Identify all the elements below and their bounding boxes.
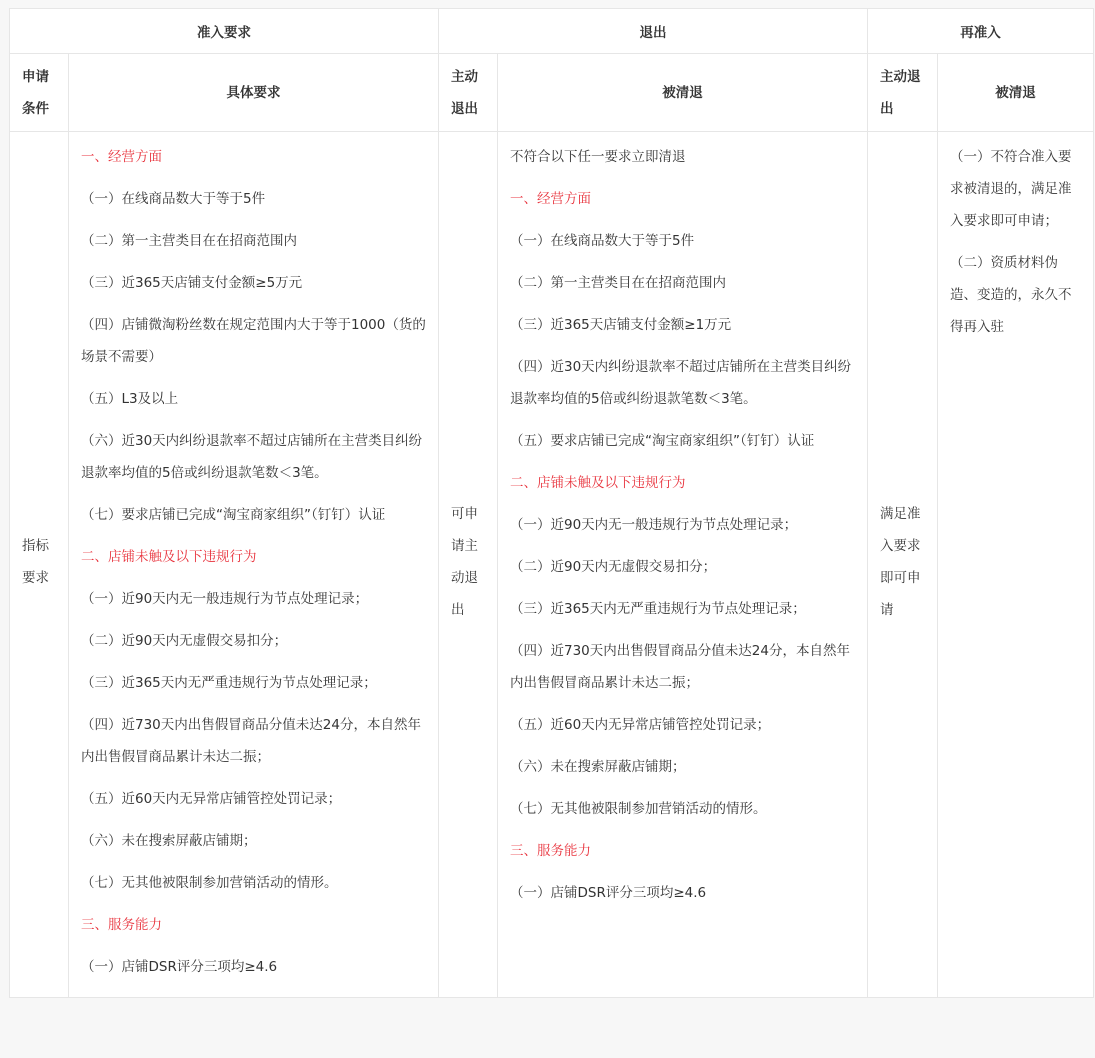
requirement-item: （二）近90天内无虚假交易扣分； bbox=[510, 559, 717, 575]
subheader-specific: 具体要求 bbox=[69, 54, 439, 132]
readmit-forced-cell bbox=[938, 132, 1094, 998]
requirement-item: （三）近365天内无严重违规行为节点处理记录； bbox=[81, 675, 377, 691]
section-heading: 一、经营方面 bbox=[510, 191, 591, 207]
requirement-item: （五）要求店铺已完成“淘宝商家组织”（钉钉）认证 bbox=[510, 433, 815, 449]
requirement-item: （七）无其他被限制参加营销活动的情形。 bbox=[81, 875, 338, 891]
requirement-item: （七）无其他被限制参加营销活动的情形。 bbox=[510, 801, 767, 817]
header-readmission: 再准入 bbox=[868, 9, 1094, 54]
section-heading: 二、店铺未触及以下违规行为 bbox=[81, 549, 257, 565]
voluntary-exit-cell bbox=[439, 132, 498, 998]
readmit-voluntary-text: 满足准入要求即可申请 bbox=[880, 506, 921, 618]
header-row bbox=[10, 9, 1094, 54]
requirement-item: （六）未在搜索屏蔽店铺期； bbox=[510, 759, 686, 775]
section-heading: 三、服务能力 bbox=[510, 843, 591, 859]
requirement-item: （二）资质材料伪造、变造的，永久不得再入驻 bbox=[950, 255, 1072, 335]
requirement-item: （四）近730天内出售假冒商品分值未达24分，本自然年内出售假冒商品累计未达二振； bbox=[81, 717, 421, 765]
forced-exit-cell bbox=[498, 132, 868, 998]
requirement-item: （二）近90天内无虚假交易扣分； bbox=[81, 633, 288, 649]
requirement-item: （五）近60天内无异常店铺管控处罚记录； bbox=[81, 791, 342, 807]
requirement-item: （一）不符合准入要求被清退的，满足准入要求即可申请； bbox=[950, 149, 1072, 229]
requirements-table bbox=[9, 8, 1094, 998]
requirement-item: 不符合以下任一要求立即清退 bbox=[510, 149, 686, 165]
subheader-forced-exit: 被清退 bbox=[498, 54, 868, 132]
subheader-voluntary-exit-readmit: 主动退出 bbox=[868, 54, 938, 132]
row-label: 指标要求 bbox=[22, 538, 49, 586]
requirement-item: （一）近90天内无一般违规行为节点处理记录； bbox=[81, 591, 369, 607]
requirement-item: （一）近90天内无一般违规行为节点处理记录； bbox=[510, 517, 798, 533]
body-row bbox=[10, 132, 1094, 998]
requirement-item: （一）在线商品数大于等于5件 bbox=[510, 233, 695, 249]
subheader-apply-conditions: 申请条件 bbox=[10, 54, 69, 132]
admission-cell bbox=[69, 132, 439, 998]
requirement-item: （五）近60天内无异常店铺管控处罚记录； bbox=[510, 717, 771, 733]
requirement-item: （一）店铺DSR评分三项均≥4.6 bbox=[510, 885, 707, 901]
section-heading: 三、服务能力 bbox=[81, 917, 162, 933]
subheader-forced-exit-readmit: 被清退 bbox=[938, 54, 1094, 132]
requirement-item: （四）店铺微淘粉丝数在规定范围内大于等于1000（货的场景不需要） bbox=[81, 317, 426, 365]
requirement-item: （三）近365天店铺支付金额≥5万元 bbox=[81, 275, 303, 291]
header-exit: 退出 bbox=[439, 9, 868, 54]
voluntary-exit-text: 可申请主动退出 bbox=[451, 506, 478, 618]
readmit-voluntary-cell bbox=[868, 132, 938, 998]
requirement-item: （六）近30天内纠纷退款率不超过店铺所在主营类目纠纷退款率均值的5倍或纠纷退款笔数＜3笔。 bbox=[81, 433, 423, 481]
requirement-item: （二）第一主营类目在在招商范围内 bbox=[510, 275, 726, 291]
subheader-voluntary-exit: 主动退出 bbox=[439, 54, 498, 132]
section-heading: 二、店铺未触及以下违规行为 bbox=[510, 475, 686, 491]
section-heading: 一、经营方面 bbox=[81, 149, 162, 165]
requirement-item: （五）L3及以上 bbox=[81, 391, 179, 407]
header-admission: 准入要求 bbox=[10, 9, 439, 54]
requirement-item: （三）近365天内无严重违规行为节点处理记录； bbox=[510, 601, 806, 617]
subheader-row bbox=[10, 54, 1094, 132]
requirement-item: （四）近730天内出售假冒商品分值未达24分，本自然年内出售假冒商品累计未达二振； bbox=[510, 643, 850, 691]
requirement-item: （七）要求店铺已完成“淘宝商家组织”（钉钉）认证 bbox=[81, 507, 386, 523]
row-label-cell bbox=[10, 132, 69, 998]
requirement-item: （二）第一主营类目在在招商范围内 bbox=[81, 233, 297, 249]
requirement-item: （一）店铺DSR评分三项均≥4.6 bbox=[81, 959, 278, 975]
requirement-item: （三）近365天店铺支付金额≥1万元 bbox=[510, 317, 732, 333]
requirement-item: （四）近30天内纠纷退款率不超过店铺所在主营类目纠纷退款率均值的5倍或纠纷退款笔数＜3笔。 bbox=[510, 359, 852, 407]
requirement-item: （一）在线商品数大于等于5件 bbox=[81, 191, 266, 207]
requirement-item: （六）未在搜索屏蔽店铺期； bbox=[81, 833, 257, 849]
